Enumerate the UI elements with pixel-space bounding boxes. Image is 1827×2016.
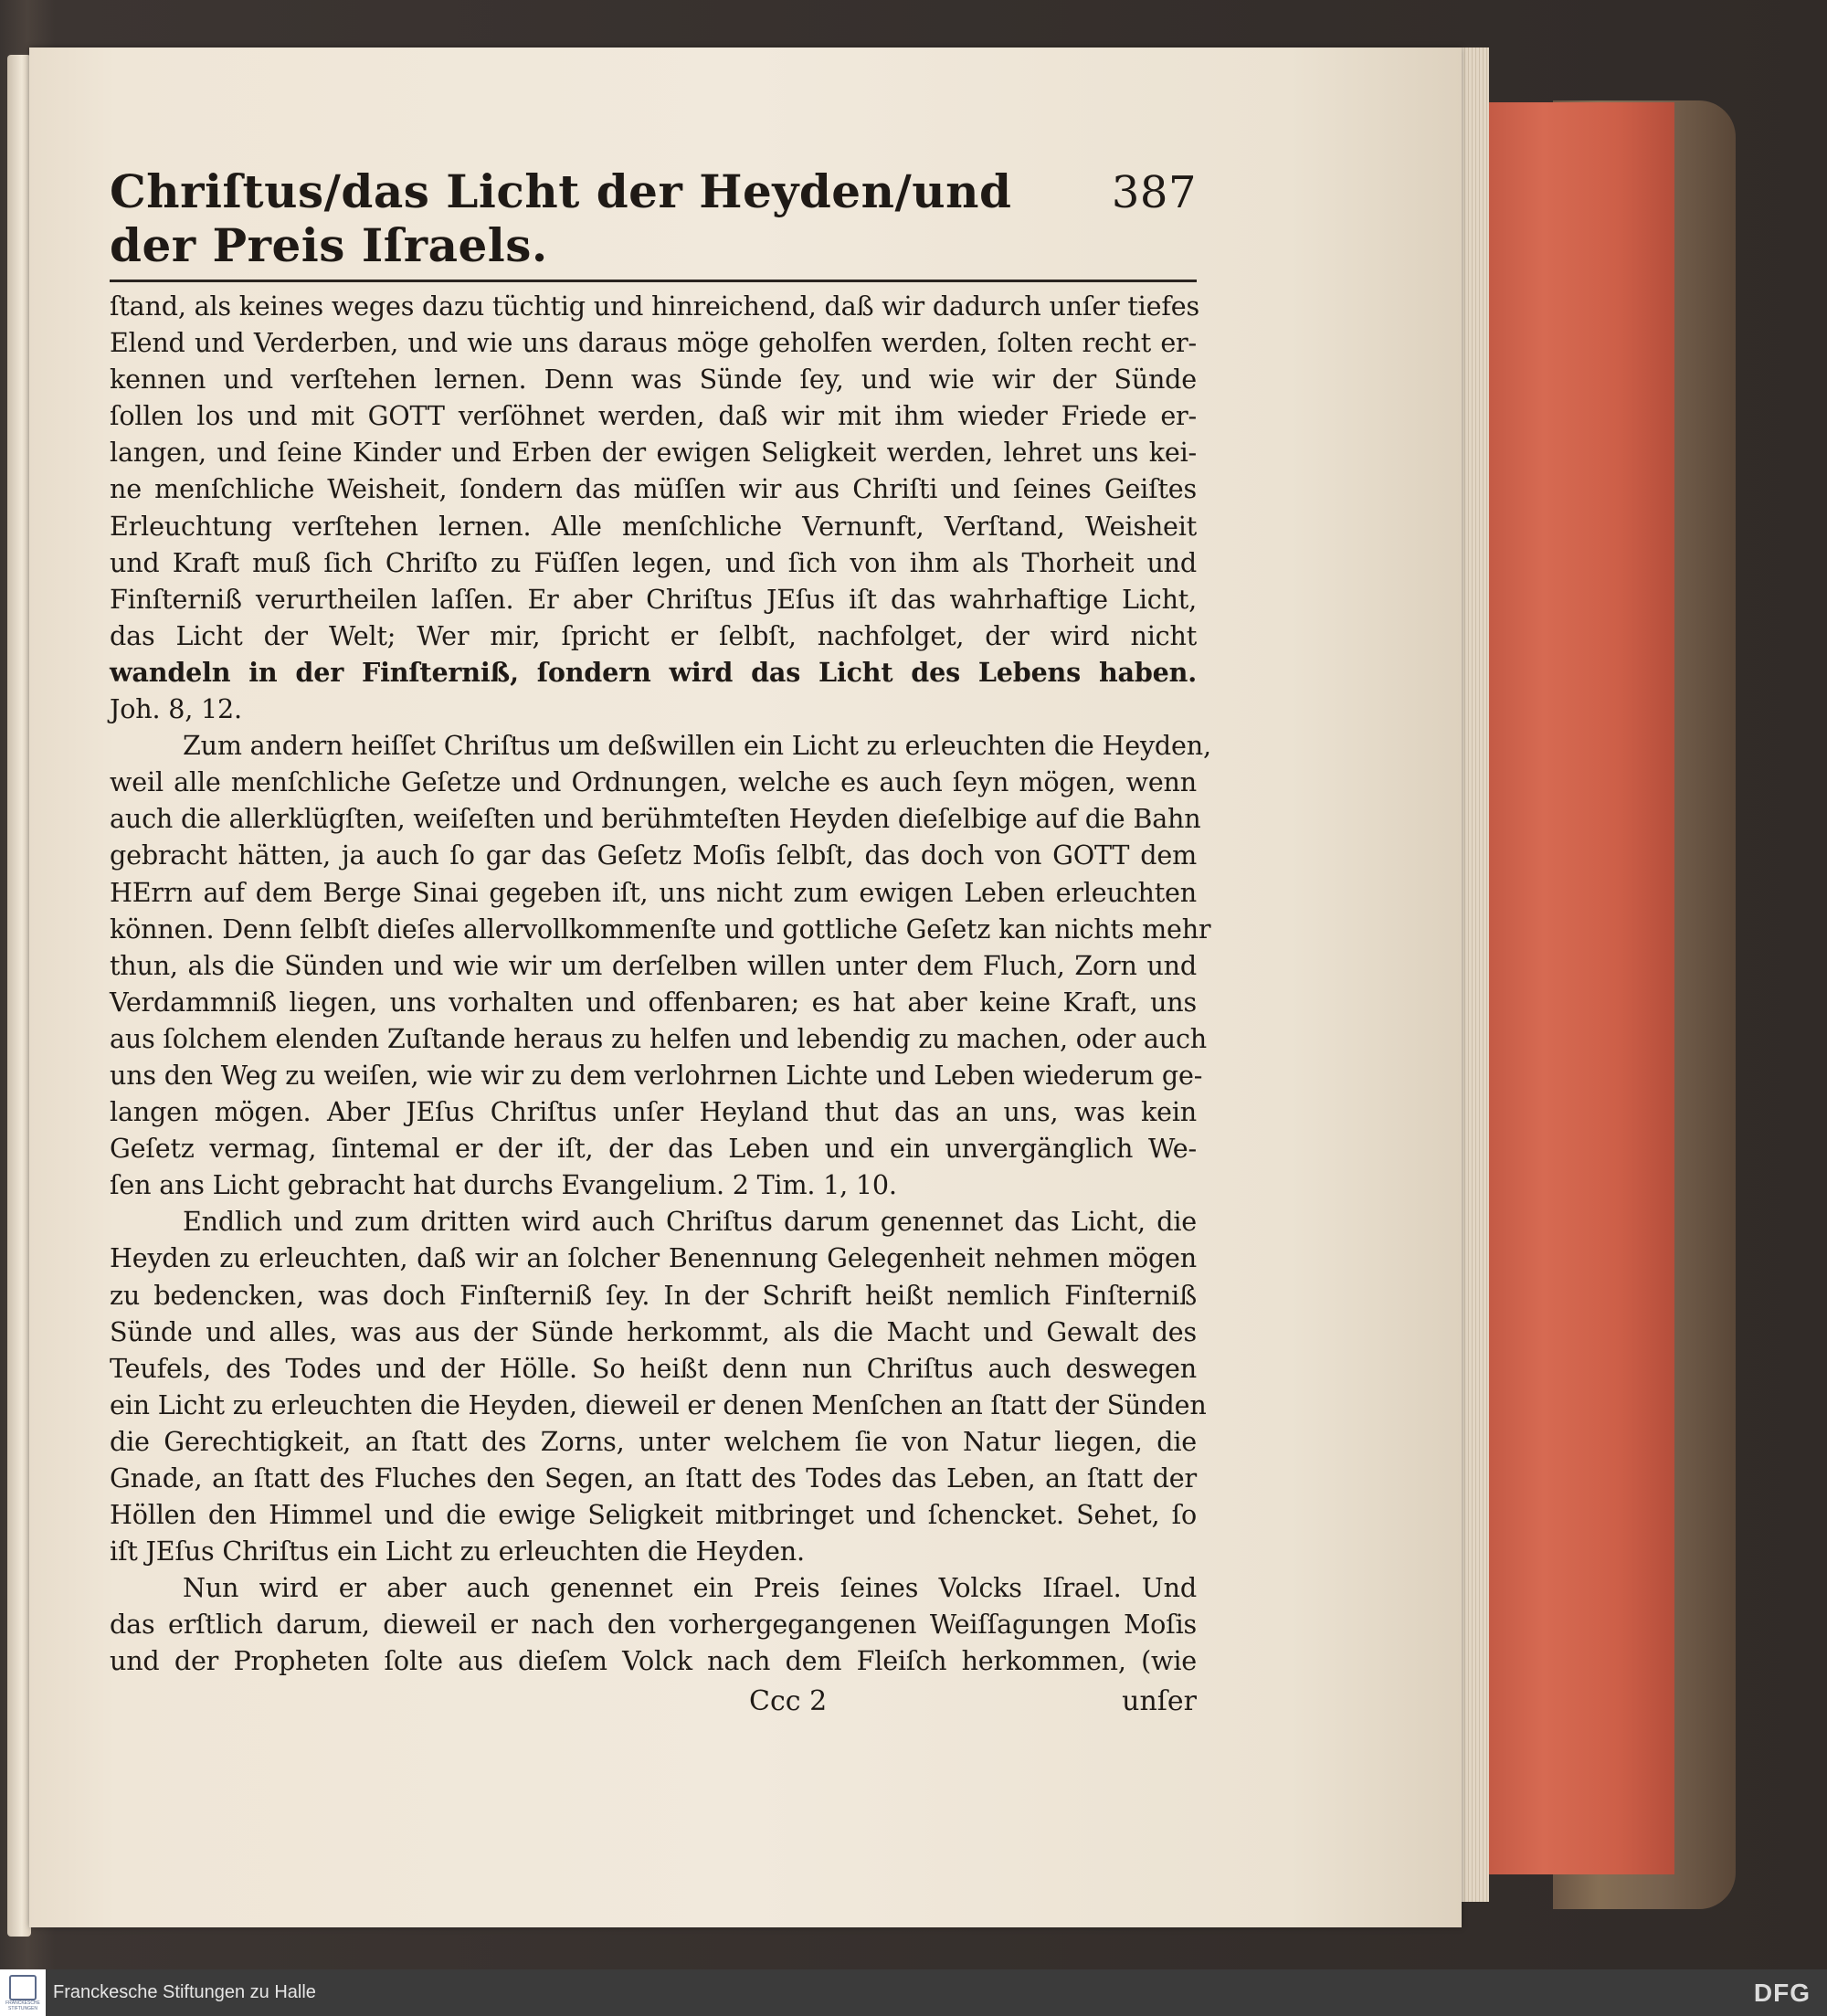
text-line: das Licht der Welt; Wer mir, ſpricht er ſelbſt, nachfolget, der wird nicht [110,619,1197,651]
text-line: Geſetz vermag, ſintemal er der iſt, der das Leben und ein unvergänglich We- [110,1133,1197,1165]
text-line: ein Licht zu erleuchten die Heyden, dieweil er denen Menſchen an ſtatt der Sünden [110,1388,1207,1420]
page-footer-line [110,1682,1197,1722]
text-line-paragraph-start: Nun wird er aber auch genennet ein Preis ſeines Volcks Iſrael. Und [183,1572,1197,1604]
text-line: zu bedencken, was doch Finſterniß ſey. In der Schrift heißt nemlich Finſterniß [110,1279,1197,1311]
text-line: auch die allerklügſten, weiſeſten und berühmteſten Heyden dieſelbige auf die Bahn [110,803,1201,835]
text-line: das erſtlich darum, dieweil er nach den vorhergegangenen Weiſſagungen Moſis [110,1609,1197,1641]
text-line-paragraph-start: Endlich und zum dritten wird auch Chriſtus darum genennet das Licht, die [183,1206,1197,1238]
text-line: ſen ans Licht gebracht hat durchs Evangelium. 2 Tim. 1, 10. [110,1169,897,1201]
text-line: iſt JEſus Chriſtus ein Licht zu erleuchten die Heyden. [110,1536,805,1567]
text-line: Teufels, des Todes und der Hölle. So heißt denn nun Chriſtus auch deswegen [110,1352,1197,1384]
dfg-logo: DFG [1753,1978,1811,2007]
text-line: Finſterniß verurtheilen laſſen. Er aber Chriſtus JEſus iſt das wahrhaftige Licht, [110,583,1197,615]
text-line: thun, als die Sünden und wie wir um derſelben willen unter dem Fluch, Zorn und [110,949,1197,981]
running-head [110,164,1197,282]
text-line: Gnade, an ſtatt des Fluches den Segen, an ſtatt des Todes das Leben, an ſtatt der [110,1462,1197,1494]
text-line: und Kraft muß ſich Chriſto zu Füſſen legen, und ſich von ihm als Thorheit und [110,546,1197,578]
text-line: weil alle menſchliche Geſetze und Ordnungen, welche es auch ſeyn mögen, wenn [110,766,1197,798]
text-line: Joh. 8, 12. [110,693,242,725]
text-line-bold: wandeln in der Finſterniß, ſondern wird das Licht des Lebens haben. [110,656,1197,688]
text-line: ſollen los und mit GOTT verſöhnet werden, daß wir mit ihm wieder Friede er- [110,400,1197,432]
text-line: Elend und Verderben, und wie uns daraus möge geholfen werden, ſolten recht er- [110,327,1197,359]
text-line: langen, und ſeine Kinder und Erben der ewigen Seligkeit werden, lehret uns kei- [110,437,1197,469]
institution-logo [0,1969,46,2016]
text-line: Heyden zu erleuchten, daß wir an ſolcher Benennung Gelegenheit nehmen mögen [110,1242,1197,1274]
red-page-edges [1484,102,1674,1874]
text-line: langen mögen. Aber JEſus Chriſtus unſer Heyland thut das an uns, was kein [110,1096,1197,1128]
text-line: und der Propheten ſolte aus dieſem Volck nach dem Fleiſch herkommen, (wie [110,1645,1197,1677]
institution-logo-text: FRANCKESCHE STIFTUNGEN [5,2000,40,2011]
page-number: 387 [1111,167,1197,218]
institution-name: Franckesche Stiftungen zu Halle [53,1982,316,2002]
text-line-paragraph-start: Zum andern heiſſet Chriſtus um deßwillen ein Licht zu erleuchten die Heyden, [183,730,1211,762]
text-line: gebracht hätten, ja auch ſo gar das Geſetz Moſis ſelbſt, das doch von GOTT dem [110,839,1197,871]
text-line: Erleuchtung verſtehen lernen. Alle menſchliche Vernunft, Verſtand, Weisheit [110,510,1197,542]
text-line: ſtand, als keines weges dazu tüchtig und hinreichend, daß wir dadurch unſer tiefes [110,290,1199,322]
left-page-edge [7,55,31,1937]
running-title: Chriſtus/das Licht der Heyden/und der Preis Iſraels. [110,164,1012,272]
text-line: kennen und verſtehen lernen. Denn was Sünde ſey, und wie wir der Sünde [110,364,1197,396]
institution-logo-icon [9,1975,37,2000]
text-line: ne menſchliche Weisheit, ſondern das müſſen wir aus Chriſti und ſeines Geiſtes [110,473,1197,505]
text-line: Verdammniß liegen, uns vorhalten und offenbaren; es hat aber keine Kraft, uns [110,986,1197,1018]
viewer-footer-bar [0,1969,1827,2016]
text-line: können. Denn ſelbſt dieſes allervollkommenſte und gottliche Geſetz kan nichts mehr [110,913,1211,945]
page-text-block [110,164,1211,1722]
text-line: uns den Weg zu weiſen, wie wir zu dem verlohrnen Lichte und Leben wiederum ge- [110,1059,1203,1091]
text-line: aus ſolchem elenden Zuſtande heraus zu helfen und lebendig zu machen, oder auch [110,1022,1208,1054]
text-line: Höllen den Himmel und die ewige Seligkeit mitbringet und ſchencket. Sehet, ſo [110,1499,1197,1531]
text-line: HErrn auf dem Berge Sinai gegeben iſt, uns nicht zum ewigen Leben erleuchten [110,876,1197,908]
text-line: die Gerechtigkeit, an ſtatt des Zorns, unter welchem ſie von Natur liegen, die [110,1425,1197,1457]
catchword: unſer [1122,1684,1197,1717]
signature-mark: Ccc 2 [749,1684,828,1717]
text-line: Sünde und alles, was aus der Sünde herkommt, als die Macht und Gewalt des [110,1315,1197,1347]
